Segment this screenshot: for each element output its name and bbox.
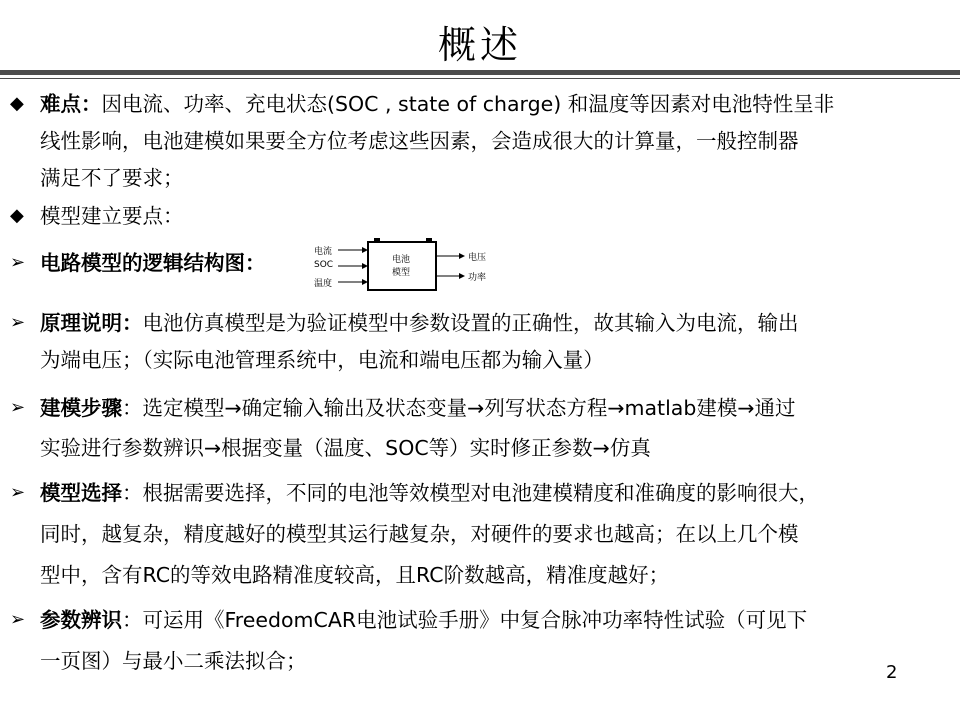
box-label-1: 电池: [392, 255, 411, 265]
page-number: 2: [886, 662, 898, 683]
selection-line-2: 同时，越复杂，精度越好的模型其运行越复杂，对硬件的要求也越高；在以上几个模: [40, 522, 799, 546]
page-title: 概述: [437, 23, 522, 67]
steps-line-1: 建模步骤：选定模型→确定输入输出及状态变量→列写状态方程→matlab建模→通过: [40, 396, 796, 420]
difficulty-line-3: 满足不了要求；: [40, 166, 184, 190]
steps-label: 建模步骤: [40, 396, 122, 420]
arrow-bullet-icon: ➢: [10, 312, 26, 333]
input-soc-label: SOC: [314, 260, 334, 270]
input-temp-label: 温度: [314, 279, 333, 289]
identification-label: 参数辨识: [40, 608, 122, 632]
circuit-logic-label: 电路模型的逻辑结构图：: [40, 251, 266, 275]
identification-line-1: 参数辨识：可运用《FreedomCAR电池试验手册》中复合脉冲功率特性试验（可见下: [40, 608, 808, 632]
terminal-left: [374, 238, 380, 243]
terminal-right: [426, 238, 432, 243]
output-voltage-label: 电压: [468, 253, 487, 263]
identification-line-2: 一页图）与最小二乘法拟合；: [40, 649, 307, 673]
principle-label: 原理说明：: [40, 311, 143, 335]
arrow-bullet-icon: ➢: [10, 252, 26, 273]
arrow-bullet-icon: ➢: [10, 482, 26, 503]
modeling-points: 模型建立要点：: [40, 204, 184, 228]
principle-line-2: 为端电压；（实际电池管理系统中，电流和端电压都为输入量）: [40, 348, 604, 372]
selection-label: 模型选择: [40, 481, 122, 505]
arrow-bullet-icon: ➢: [10, 397, 26, 418]
title-rule: [0, 70, 960, 75]
difficulty-line-1: 难点：因电流、功率、充电状态(SOC , state of charge) 和温度等因素对电池特性呈非: [40, 92, 835, 116]
steps-line-2: 实验进行参数辨识→根据变量（温度、SOC等）实时修正参数→仿真: [40, 436, 651, 460]
input-current-label: 电流: [314, 247, 333, 257]
box-label-2: 模型: [392, 268, 411, 278]
title-rule-thin: [0, 78, 960, 79]
battery-model-diagram: [310, 232, 510, 294]
difficulty-label: 难点：: [40, 92, 102, 116]
arrow-bullet-icon: ➢: [10, 609, 26, 630]
diamond-bullet-icon: ◆: [10, 93, 24, 114]
output-power-label: 功率: [468, 273, 487, 283]
selection-line-1: 模型选择：根据需要选择，不同的电池等效模型对电池建模精度和准确度的影响很大，: [40, 481, 819, 505]
difficulty-line-2: 线性影响，电池建模如果要全方位考虑这些因素，会造成很大的计算量，一般控制器: [40, 129, 799, 153]
diamond-bullet-icon: ◆: [10, 205, 24, 226]
selection-line-3: 型中，含有RC的等效电路精准度较高，且RC阶数越高，精准度越好；: [40, 563, 670, 587]
principle-line-1: 原理说明：电池仿真模型是为验证模型中参数设置的正确性，故其输入为电流，输出: [40, 311, 799, 335]
